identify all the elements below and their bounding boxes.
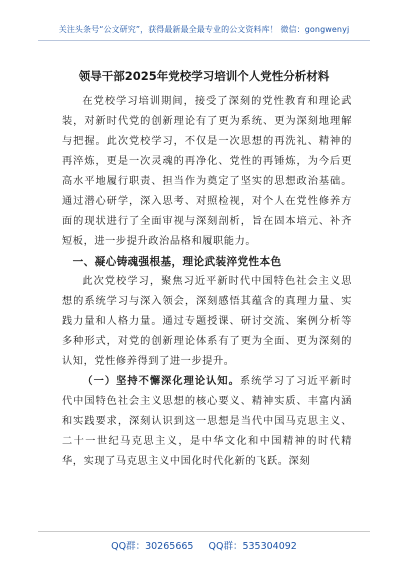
- footer-qq-group-left: QQ群：30265665: [111, 541, 194, 552]
- section-paragraph: 此次党校学习，聚焦习近平新时代中国特色社会主义思想的系统学习与深入领会，深刻感悟其蕴含的真理力量、实践力量和人格力量。通过专题授课、研讨交流、案例分析等多种形式，对党的创新理论体系有了更为全面、更为深刻的认知，党性修养得到了进一步提升。: [62, 276, 352, 367]
- header-promo-text: 关注头条号“公文研究”，获得最新最全最专业的公文资料库！ 微信：gongwenyj: [58, 25, 350, 34]
- document-body: [62, 92, 352, 472]
- footer: [0, 538, 408, 552]
- intro-paragraph: 在党校学习培训期间，接受了深刻的党性教育和理论武装，对新时代党的创新理论有了更为系统、更为深刻地理解与把握。此次党校学习，不仅是一次思想的再洗礼、精神的再淬炼，更是一次灵魂的再净化、党性的再锤炼，为今后更高水平地履行职责、担当作为奠定了坚实的思想政治基础。通过潜心研学，深入思考、对照检视，对个人在党性修养方面的现状进行了全面审视与深刻剖析，旨在固本培元、补齐短板，进一步提升政治品格和履职能力。: [62, 96, 352, 247]
- subsection-heading: （一）坚持不懈深化理论认知。: [82, 376, 240, 387]
- footer-divider: [38, 531, 370, 532]
- header-divider: [38, 40, 370, 41]
- subsection-paragraph: [62, 372, 352, 472]
- footer-qq-group-right: QQ群：535304092: [208, 541, 297, 552]
- section-heading: 一、凝心铸魂强根基，理论武装淬党性本色: [72, 256, 282, 268]
- document-title: 领导干部2025年党校学习培训个人党性分析材料: [78, 69, 330, 83]
- subsection-text: 系统学习了习近平新时代中国特色社会主义思想的核心要义、精神实质、丰富内涵和实践要求，深刻认识到这一思想是当代中国马克思主义、二十一世纪马克思主义，是中华文化和中国精神的时代精华，实现了马克思主义中国化时代化新的飞跃。深刻: [62, 376, 352, 467]
